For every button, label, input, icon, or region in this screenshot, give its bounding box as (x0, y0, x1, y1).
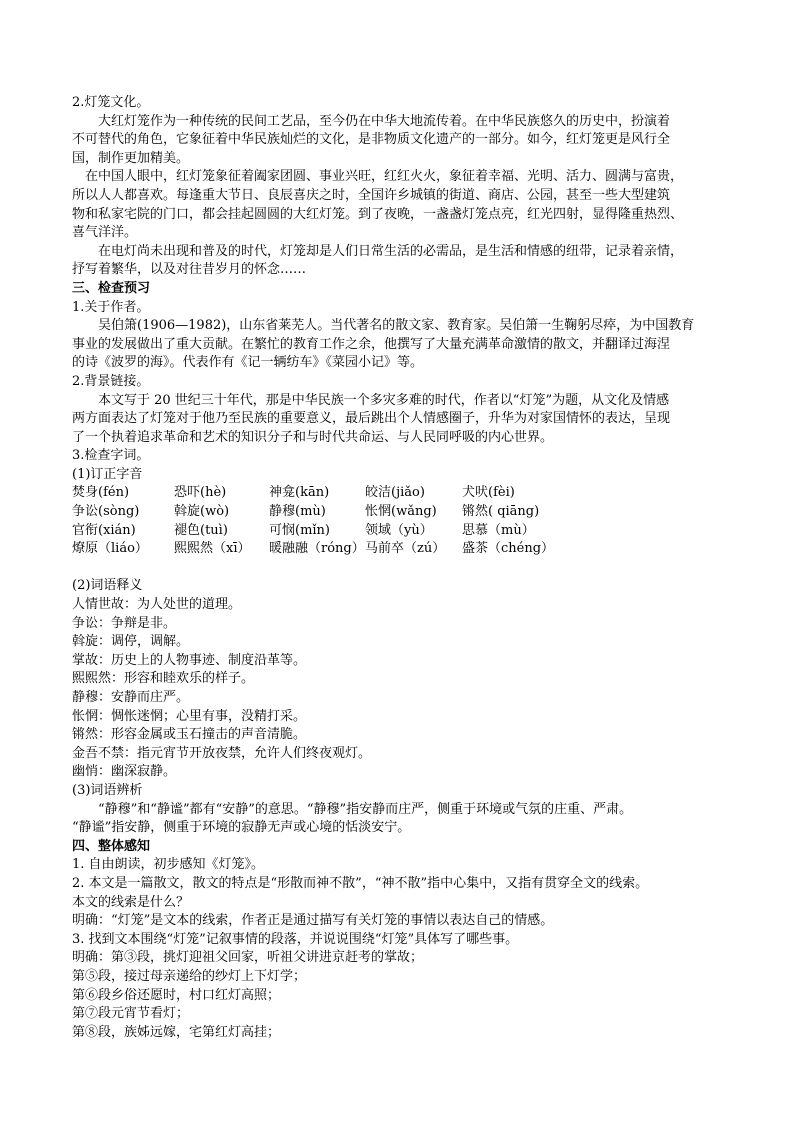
question-line: 2. 本文是一篇散文，散文的特点是“形散而神不散”，“神不散”指中心集中，又指有贯穿全文的线索。 (72, 875, 649, 891)
paragraph-line: 喜气洋洋。 (72, 225, 138, 241)
section-title-lantern-culture: 2.灯笼文化。 (72, 95, 150, 110)
question-line: 本文的线索是什么？ (72, 894, 190, 910)
definition-item: 静穆：安静而庄严。 (72, 690, 190, 705)
pronunciation-title: (1)订正字音 (72, 466, 143, 482)
section-heading-overall-perception: 四、整体感知 (72, 838, 151, 854)
question-line: 3. 找到文本围绕“灯笼”记叙事情的段落，并说说围绕“灯笼”具体写了哪些事。 (72, 931, 519, 947)
answer-line: 明确：第③段，挑灯迎祖父回家，听祖父讲进京赶考的掌故； (72, 950, 424, 966)
pronunciation-cell: 皎洁(jiǎo) (365, 485, 425, 501)
paragraph-line: 两方面表达了灯笼对于他乃至民族的重要意义，最后跳出个人情感圈子，升华为对家国情怀的表达，呈现 (72, 411, 671, 427)
paragraph-line: 吴伯箫(1906—1982)，山东省莱芜人。当代著名的散文家、教育家。吴伯箫一生鞠躬尽瘁，为中国教育 (98, 318, 695, 334)
pronunciation-cell: 可悯(mǐn) (269, 522, 331, 538)
paragraph-line: “静穆”和“静谧”都有“安静”的意思。“静穆”指安静而庄严，侧重于环境或气氛的庄重、严肃。 (98, 801, 633, 817)
pronunciation-cell: 锵然( qiāng) (462, 504, 540, 520)
question-line: 1. 自由朗读，初步感知《灯笼》。 (72, 857, 265, 873)
answer-line: 第⑦段元宵节看灯； (72, 1006, 190, 1022)
subsection-title-about-author: 1.关于作者。 (72, 299, 150, 315)
pronunciation-cell: 燎原（liáo） (72, 541, 148, 557)
pronunciation-cell: 暖融融（róng） (269, 541, 365, 557)
paragraph-line: 本文写于 20 世纪三十年代，那是中华民族一个多灾多难的时代，作者以“灯笼”为题，从文化及情感 (98, 392, 670, 408)
definition-item: 斡旋：调停，调解。 (72, 634, 190, 650)
pronunciation-cell: 恐吓(hè) (174, 485, 227, 501)
definition-item: 怅惘：惆怅迷惘；心里有事，没精打采。 (72, 708, 307, 724)
pronunciation-cell: 领域（yù） (365, 522, 433, 538)
definition-item: 争讼：争辩是非。 (72, 615, 177, 631)
pronunciation-cell: 焚身(fén) (72, 485, 130, 501)
answer-line: 第⑥段乡俗还愿时，村口红灯高照； (72, 987, 281, 1003)
pronunciation-cell: 斡旋(wò) (174, 504, 230, 520)
definitions-title: (2)词语释义 (72, 578, 143, 594)
definition-item: 掌故：历史上的人物事迹、制度沿革等。 (72, 652, 307, 668)
pronunciation-cell: 犬吠(fèi) (462, 485, 515, 501)
pronunciation-cell: 怅惘(wǎng) (365, 504, 437, 520)
pronunciation-cell: 盛茶（chéng） (462, 541, 555, 557)
blank-line (72, 559, 724, 578)
pronunciation-table (72, 484, 724, 558)
paragraph-line: 抒写着繁华，以及对往昔岁月的怀念…… (72, 262, 307, 278)
pronunciation-cell: 马前卒（zú） (365, 541, 446, 557)
section-heading-preview-check: 三、检查预习 (72, 280, 151, 296)
document-page (72, 94, 724, 1042)
paragraph-line: 事业的发展做出了重大贡献。在繁忙的教育工作之余，他撰写了大量充满革命激情的散文，并翻译过海涅 (72, 336, 671, 352)
paragraph-line: 物和私家宅院的门口，都会挂起圆圆的大红灯笼。到了夜晚，一盏盏灯笼点亮，红光四射，显得隆重热烈、 (72, 206, 684, 222)
paragraph-line: “静谧”指安静，侧重于环境的寂静无声或心境的恬淡安宁。 (72, 820, 411, 836)
paragraph-line: 在中国人眼中，红灯笼象征着阖家团圆、事业兴旺，红红火火，象征着幸福、光明、活力、圆满与富贵， (85, 169, 684, 185)
subsection-title-background: 2.背景链接。 (72, 373, 150, 389)
paragraph-line: 大红灯笼作为一种传统的民间工艺品，至今仍在中华大地流传着。在中华民族悠久的历史中，扮演着 (98, 113, 671, 129)
definition-item: 人情世故：为人处世的道理。 (72, 597, 242, 613)
answer-line: 明确：“灯笼”是文本的线索，作者正是通过描写有关灯笼的事情以表达自己的情感。 (72, 913, 554, 929)
word-distinction-title: (3)词语辨析 (72, 782, 143, 798)
pronunciation-cell: 官衔(xián) (72, 522, 136, 538)
pronunciation-cell: 静穆(mù) (269, 504, 326, 520)
paragraph-line: 了一个执着追求革命和艺术的知识分子和与时代共命运、与人民同呼吸的内心世界。 (72, 429, 554, 445)
pronunciation-cell: 熙熙然（xī） (174, 541, 251, 557)
pronunciation-cell: 争讼(sòng) (72, 504, 140, 520)
definition-item: 金吾不禁：指元宵节开放夜禁，允许人们终夜观灯。 (72, 745, 372, 761)
definition-item: 锵然：形容金属或玉石撞击的声音清脆。 (72, 727, 307, 743)
paragraph-line: 的诗《波罗的海》。代表作有《记一辆纺车》《菜园小记》等。 (72, 355, 424, 371)
paragraph-line: 所以人人都喜欢。每逢重大节日、良辰喜庆之时，全国许乡城镇的街道、商店、公园，甚至一些大型建筑 (72, 187, 671, 203)
subsection-title-check-words: 3.检查字词。 (72, 448, 150, 464)
answer-line: 第⑧段，族姊远嫁，宅第红灯高挂； (72, 1024, 281, 1040)
paragraph-line: 在电灯尚未出现和普及的时代，灯笼却是人们日常生活的必需品，是生活和情感的纽带，记录着亲情， (98, 243, 684, 259)
definition-item: 幽悄：幽深寂静。 (72, 764, 177, 780)
paragraph-line: 国，制作更加精美。 (72, 150, 190, 166)
definition-item: 熙熙然：形容和睦欢乐的样子。 (72, 671, 255, 687)
pronunciation-cell: 思慕（mù） (462, 522, 535, 538)
pronunciation-cell: 褪色(tuì) (174, 522, 228, 538)
answer-line: 第⑤段，接过母亲递给的纱灯上下灯学； (72, 968, 307, 984)
pronunciation-cell: 神龛(kān) (269, 485, 330, 501)
paragraph-line: 不可替代的角色，它象征着中华民族灿烂的文化，是非物质文化遗产的一部分。如今，红灯笼更是风行全 (72, 132, 671, 148)
